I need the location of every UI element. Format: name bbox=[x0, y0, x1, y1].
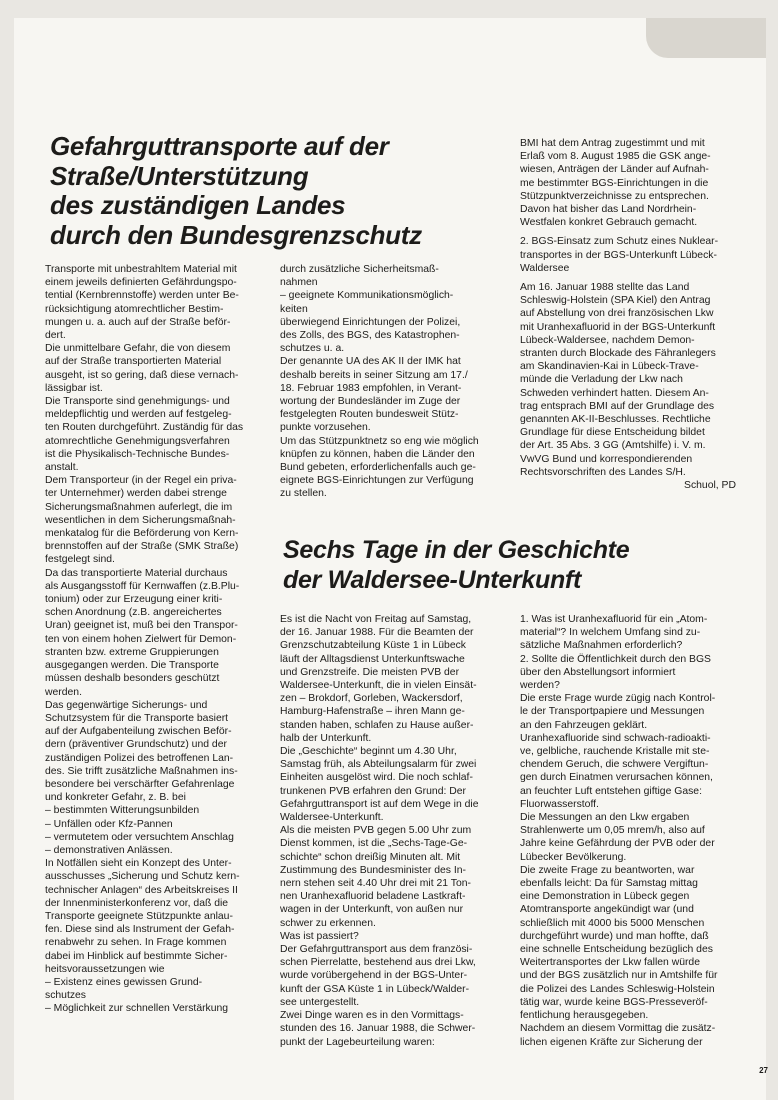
paragraph: Dem Transporteur (in der Regel ein priva- ter Unternehmer) werden dabei strenge Sicherungsmaßnahmen auferlegt, die im wesentlichen in dem Sicherungsmaßnah- menkatalog für die Beförderung von Kern- brennstoffen auf der Straße (SMK Straße) festgelegt sind. bbox=[45, 475, 239, 566]
headline-line: Sechs Tage in der Geschichte bbox=[283, 536, 630, 564]
paragraph: Da das transportierte Material durchaus als Ausgangsstoff für Kernwaffen (z.B.Plu- tonium) oder zur Erzeugung einer kriti- schen Anordnung (z.B. angereichertes Uran) geeignet ist, muß bei den Transpor- ten von einem hohen Zielwert für Demon- stranten bzw. extreme Gruppierungen ausgegangen werden. Die Transporte müssen deshalb besonders geschützt werden. bbox=[45, 567, 240, 698]
paragraph: Zwei Dinge waren es in den Vormittags- stunden des 16. Januar 1988, die Schwer- punkt der Lagebeurteilung waren: bbox=[280, 1010, 476, 1048]
paragraph: Was ist passiert? bbox=[280, 930, 359, 942]
paragraph: In Notfällen sieht ein Konzept des Unter- ausschusses „Sicherung und Schutz kern- technischer Anlagen“ des Arbeitskreises II der Innenministerkonferenz vor, daß die Transporte geeignete Stützpunkte anlau- fen. Diese sind als Instrument der Gefah- renabwehr zu sehen. In Frage kommen dabei im Hinblick auf bestimmte Sicher- heitsvoraussetzungen wie – Existenz eines gewissen Grund- schutzes – Möglichkeit zur schnellen Verstärkung bbox=[45, 858, 240, 1015]
paragraph: Nachdem an diesem Vormittag die zusätz- lichen eigenen Kräfte zur Sicherung der bbox=[520, 1023, 716, 1048]
headline-line: Straße/Unterstützung bbox=[50, 160, 309, 191]
paragraph: Am 16. Januar 1988 stellte das Land Schleswig-Holstein (SPA Kiel) den Antrag auf Abstellung von drei französischen Lkw mit Uranhexafluorid in der BGS-Unterkunft Lübeck-Waldersee, nachdem Demon- stranten durch Blockade des Fähranlegers am Skandinavien-Kai in Lübeck-Trave- münde die Verladung der Lkw nach Schweden verhindert hatten. Diesem An- trag entsprach BMI auf der Grundlage des genannten AK-II-Beschlusses. Rechtliche Grundlage für diese Entscheidung bildet der Art. 35 Abs. 3 GG (Amtshilfe) i. V. m. VwVG Bund und korrespondierenden Rechtsvorschriften des Landes S/H. bbox=[520, 282, 716, 478]
numbered-questions: 1. Was ist Uranhexafluorid für ein „Atom- material“? In welchem Umfang sind zu- sätzliche Maßnahmen erforderlich? 2. Sollte die Öffentlichkeit durch den BGS über den Abstellungsort informiert werden? bbox=[520, 614, 711, 692]
paragraph: Der Gefahrguttransport aus dem französi- schen Pierrelatte, bestehend aus drei Lkw, wurde vorübergehend in der BGS-Unter- kunft der GSA Küste 1 in Lübeck/Walder- see untergestellt. bbox=[280, 944, 476, 1008]
article2-column-3 bbox=[520, 613, 736, 1049]
paragraph: Als die meisten PVB gegen 5.00 Uhr zum Dienst kommen, ist die „Sechs-Tage-Ge- schichte“ schon dreißig Minuten alt. Mit Zustimmung des Bundesminister des In- nern stehen seit 4.40 Uhr drei mit 21 Ton- nen Uranhexafluorid beladene Lastkraft- wagen in der Unterkunft, von außen nur schwer zu erkennen. bbox=[280, 825, 472, 929]
article1-column-1 bbox=[45, 263, 259, 1016]
paragraph: Die unmittelbare Gefahr, die von diesem auf der Straße transportierten Material ausgeht, ist so gering, daß diese vernach- lässigbar ist. bbox=[45, 343, 239, 394]
paragraph: Die erste Frage wurde zügig nach Kontrol- le der Transportpapiere und Messungen an den Fahrzeugen geklärt. bbox=[520, 693, 716, 731]
headline-line: des zuständigen Landes bbox=[50, 190, 346, 220]
paragraph: durch zusätzliche Sicherheitsmaß- nahmen – geeignete Kommunikationsmöglich- keiten bbox=[280, 264, 454, 315]
paragraph: Es ist die Nacht von Freitag auf Samstag, der 16. Januar 1988. Für die Beamten der Grenzschutzabteilung Küste 1 in Lübeck läuft der Alltagsdienst Unterkunftswache und Grenzstreife. Die meisten PVB der Waldersee-Unterkunft, die in vielen Einsät- zen – Brokdorf, Gorleben, Wackersdorf, Hamburg-Hafenstraße – ihren Mann ge- standen haben, schlafen zu Hause außer- halb der Unterkunft. bbox=[280, 614, 477, 744]
section-heading: 2. BGS-Einsatz zum Schutz eines Nuklear- transportes in der BGS-Unterkunft Lübeck- Waldersee bbox=[520, 236, 719, 274]
paragraph: Der genannte UA des AK II der IMK hat deshalb bereits in seiner Sitzung am 17./ 18. Februar 1983 empfohlen, in Verant- wortung der Bundesländer im Zuge der festgelegten Routen bundesweit Stütz- punkte vorzusehen. bbox=[280, 356, 468, 434]
paragraph: Die „Geschichte“ beginnt um 4.30 Uhr, Samstag früh, als Abteilungsalarm für zwei Einheiten ausgelöst wird. Die noch schlaf- trunkenen PVB erfahren den Grund: Der Gefahrguttransport ist auf dem Wege in die Waldersee-Unterkunft. bbox=[280, 746, 479, 824]
paragraph: Die Transporte sind genehmigungs- und meldepflichtig und werden auf festgeleg- ten Routen durchgeführt. Zuständig für das atomrechtliche Genehmigungsverfahren ist die Physikalisch-Technische Bundes- anstalt. bbox=[45, 396, 244, 474]
paragraph: Um das Stützpunktnetz so eng wie möglich knüpfen zu können, haben die Länder den Bund gebeten, erforderlichenfalls auch ge- eignete BGS-Einrichtungen zur Verfügung zu stellen. bbox=[280, 435, 479, 500]
headline-line: Gefahrguttransporte auf der bbox=[50, 131, 389, 161]
paragraph: Die zweite Frage zu beantworten, war ebenfalls leicht: Da für Samstag mittag eine Demonstration in Lübeck gegen Atomtransporte angekündigt war (und schließlich mit 4000 bis 5000 Menschen durchgeführt wurde) und man hoffte, daß eine schnelle Entscheidung bezüglich des Weitertransportes der Lkw fallen würde und der BGS zusätzlich nur in Amtshilfe für die Polizei des Landes Schleswig-Holstein tätig war, wurde keine BGS-Presseveröf- fentlichung herausgegeben. bbox=[520, 864, 718, 1022]
headline-line: durch den Bundesgrenzschutz bbox=[50, 219, 422, 250]
article1-column-2 bbox=[280, 263, 498, 501]
article1-headline bbox=[50, 132, 490, 250]
page-number: 27 bbox=[759, 1066, 768, 1075]
paragraph: Uranhexafluoride sind schwach-radioakti- ve, gelbliche, rauchende Kristalle mit ste- chendem Geruch, die schwere Vergiftun- gen durch Einatmen verursachen können, an feuchter Luft entstehen giftige Gase: Fluorwasserstoff. bbox=[520, 732, 713, 810]
article2-column-2 bbox=[280, 613, 498, 1049]
paragraph: Das gegenwärtige Sicherungs- und Schutzsystem für die Transporte basiert auf der Aufgabenteilung zwischen Beför- dern (präventiver Grundschutz) und der zuständigen Polizei des betroffenen Lan- des. Sie trifft zusätzliche Maßnahmen ins- besondere bei verschärfter Gefahrenlage und konkreter Gefahr, z. B. bei – bestimmten Witterungsunbilden – Unfällen oder Kfz-Pannen – vermutetem oder versuchtem Anschlag – demonstrativen Anlässen. bbox=[45, 699, 238, 856]
author-signature: Schuol, PD bbox=[684, 480, 736, 492]
page-corner-tab bbox=[646, 18, 766, 58]
paragraph: Die Messungen an den Lkw ergaben Strahlenwerte um 0,05 mrem/h, also auf Jahre keine Gefährdung der PVB oder der Lübecker Bevölkerung. bbox=[520, 812, 715, 863]
paragraph: Transporte mit unbestrahltem Material mit einem jeweils definierten Gefährdungspo- tential (Kernbrennstoffe) werden unter Be- rücksichtigung atomrechtlicher Bestim- mungen u. a. auch auf der Straße beför- dert. bbox=[45, 264, 239, 342]
headline-line: der Waldersee-Unterkunft bbox=[283, 565, 581, 594]
article1-column-3 bbox=[520, 137, 736, 492]
article2-headline bbox=[283, 536, 753, 595]
paragraph: überwiegend Einrichtungen der Polizei, des Zolls, des BGS, des Katastrophen- schutzes u. a. bbox=[280, 316, 461, 355]
paragraph: BMI hat dem Antrag zugestimmt und mit Erlaß vom 8. August 1985 die GSK ange- wiesen, Anträgen der Länder auf Aufnah- me bestimmter BGS-Einrichtungen in die Stützpunktverzeichnisse zu entsprechen. Davon hat bisher das Land Nordrhein- Westfalen konkret Gebrauch gemacht. bbox=[520, 138, 711, 229]
